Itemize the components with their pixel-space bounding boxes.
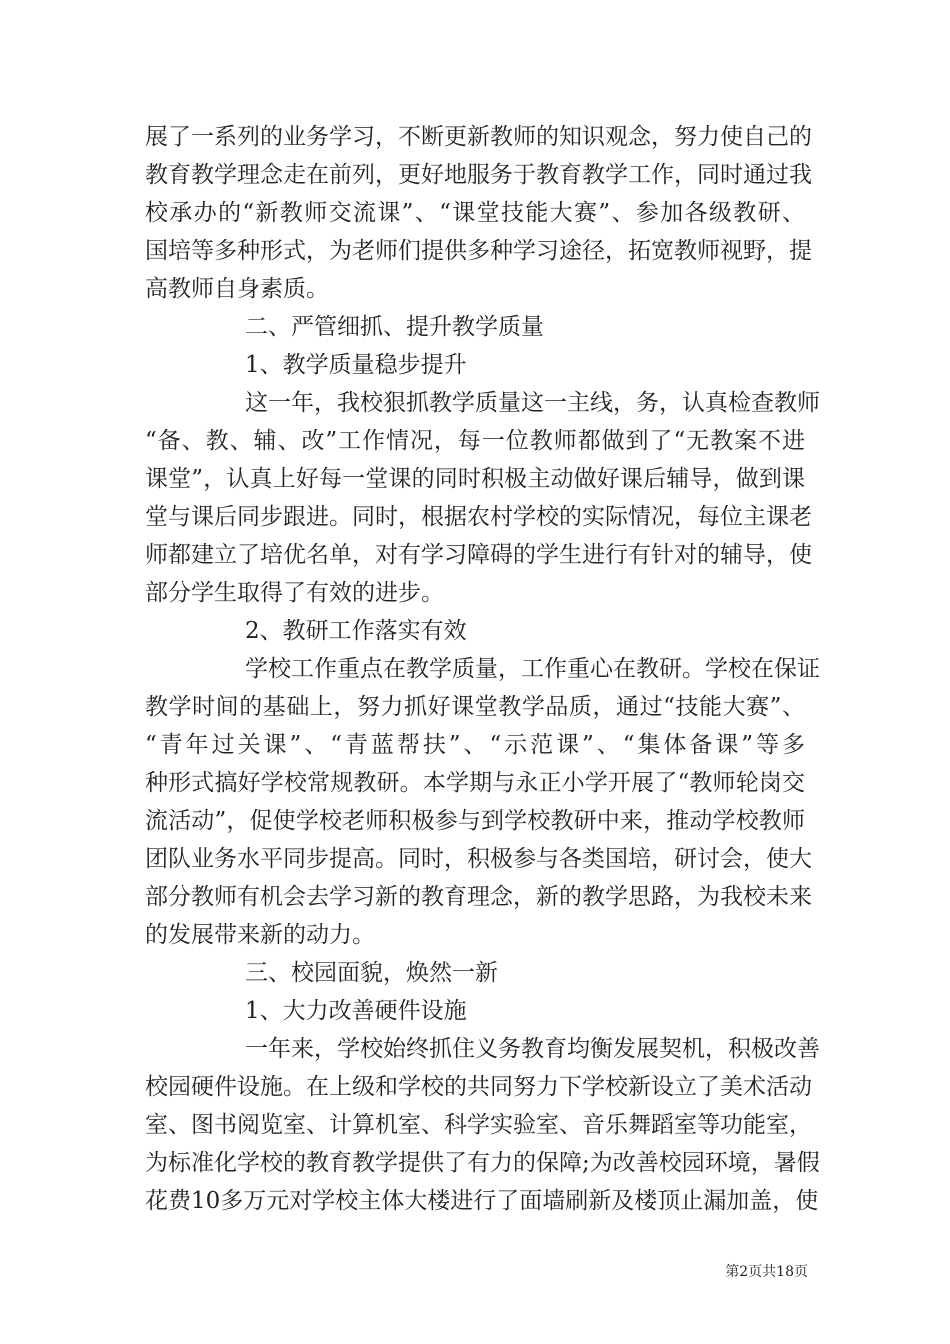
text-line-27: 室、图书阅览室、计算机室、科学实验室、音乐舞蹈室等功能室， (145, 1112, 812, 1138)
text-line-20: 团队业务水平同步提高。同时，积极参与各类国培，研讨会，使大 (145, 846, 812, 872)
text-line-9: “备、教、辅、改”工作情况，每一位教师都做到了“无教案不进 (145, 428, 805, 454)
text-line-5: 高教师自身素质。 (145, 276, 329, 302)
text-line-2: 教育教学理念走在前列，更好地服务于教育教学工作，同时通过我 (145, 162, 812, 188)
text-line-11: 堂与课后同步跟进。同时，根据农村学校的实际情况，每位主课老 (145, 504, 812, 530)
text-line-15: 学校工作重点在教学质量，工作重心在教研。学校在保证 (245, 656, 820, 682)
text-line-10: 课堂”，认真上好每一堂课的同时积极主动做好课后辅导，做到课 (145, 466, 805, 492)
text-line-18: 种形式搞好学校常规教研。本学期与永正小学开展了“教师轮岗交 (145, 770, 805, 796)
text-line-17: “青年过关课”、“青蓝帮扶”、“示范课”、“集体备课”等多 (145, 732, 805, 758)
text-line-19: 流活动”，促使学校老师积极参与到学校教研中来，推动学校教师 (145, 808, 805, 834)
text-line-1: 展了一系列的业务学习，不断更新教师的知识观念，努力使自己的 (145, 124, 812, 150)
subsection-heading-2-1: 1、教学质量稳步提升 (245, 352, 467, 378)
text-line-22: 的发展带来新的动力。 (145, 922, 375, 948)
text-line-13: 部分学生取得了有效的进步。 (145, 580, 444, 606)
text-line-21: 部分教师有机会去学习新的教育理念，新的教学思路，为我校未来 (145, 884, 812, 910)
text-line-8: 这一年，我校狠抓教学质量这一主线，务，认真检查教师 (245, 390, 820, 416)
text-line-25: 一年来，学校始终抓住义务教育均衡发展契机，积极改善 (245, 1036, 820, 1062)
section-heading-2: 二、严管细抓、提升教学质量 (245, 314, 544, 340)
text-line-16: 教学时间的基础上，努力抓好课堂教学品质，通过“技能大赛”、 (145, 694, 805, 720)
subsection-heading-2-2: 2、教研工作落实有效 (245, 618, 467, 644)
text-line-29: 花费10多万元对学校主体大楼进行了面墙刷新及楼顶止漏加盖，使 (145, 1188, 819, 1214)
text-line-12: 师都建立了培优名单，对有学习障碍的学生进行有针对的辅导，使 (145, 542, 812, 568)
text-line-28: 为标准化学校的教育教学提供了有力的保障;为改善校园环境，暑假 (145, 1150, 820, 1176)
text-line-4: 国培等多种形式，为老师们提供多种学习途径，拓宽教师视野，提 (145, 238, 812, 264)
text-line-3: 校承办的“新教师交流课”、“课堂技能大赛”、参加各级教研、 (145, 200, 805, 226)
text-line-26: 校园硬件设施。在上级和学校的共同努力下学校新设立了美术活动 (145, 1074, 812, 1100)
subsection-heading-3-1: 1、大力改善硬件设施 (245, 998, 467, 1024)
section-heading-3: 三、校园面貌，焕然一新 (245, 960, 498, 986)
page-number-footer: 第2页共18页 (725, 1264, 808, 1280)
